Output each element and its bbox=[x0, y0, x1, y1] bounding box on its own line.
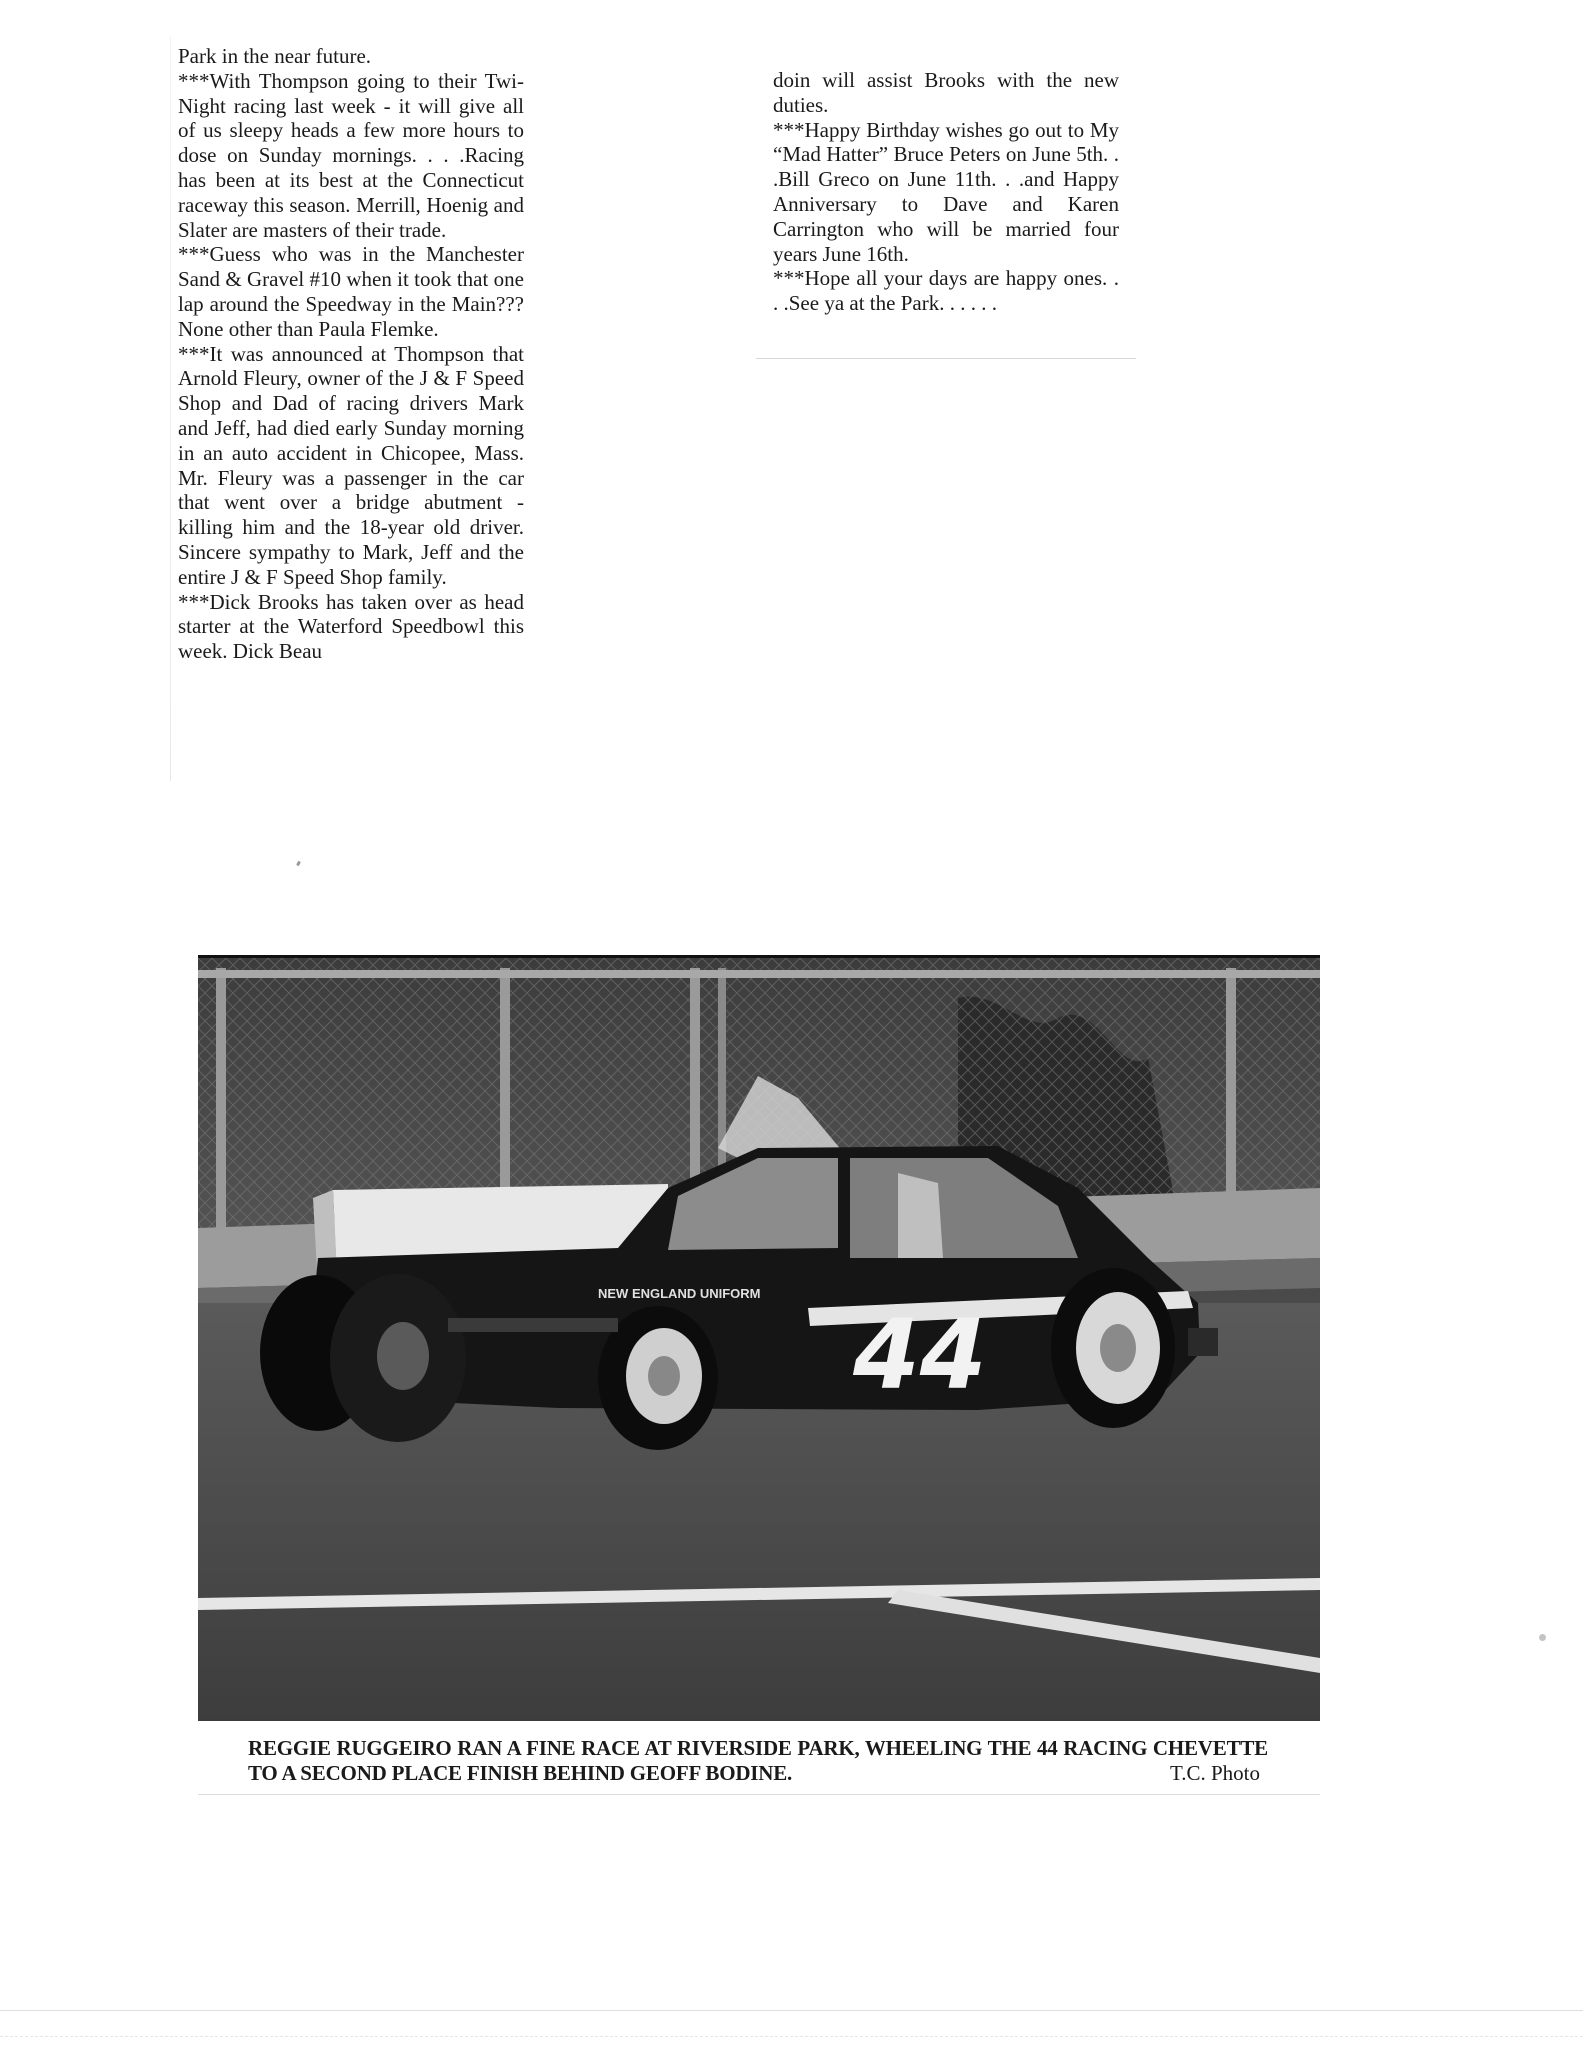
scan-speck bbox=[1539, 1634, 1546, 1641]
column-end-rule bbox=[756, 358, 1136, 359]
page-bottom-rule bbox=[0, 2010, 1583, 2011]
article-paragraph: ***With Thompson going to their Twi-Night racing last week - it will give all of us sleepy heads a few more hours to dose on Sunday mornings. . . .Racing has been at its best at the Connecticut raceway this season. Merrill, Hoenig and Slater are masters of their trade. bbox=[178, 68, 524, 242]
article-paragraph: ***It was announced at Thompson that Arnold Fleury, owner of the J & F Speed Shop and Dad of racing drivers Mark and Jeff, had died early Sunday morning in an auto accident in Chicopee, Mass. Mr. Fleury was a passenger in the car that went over a bridge abutment - killing him and the 18-year old driver. Sincere sympathy to Mark, Jeff and the entire J & F Speed Shop family. bbox=[178, 341, 524, 589]
car-number: 44 bbox=[853, 1299, 987, 1411]
photo-caption: REGGIE RUGGEIRO RAN A FINE RACE AT RIVERSIDE PARK, WHEELING THE 44 RACING CHEVETTE TO A SECOND PLACE FINISH BEHIND GEOFF BODINE. bbox=[248, 1736, 1268, 1785]
column-edge-shadow bbox=[170, 36, 171, 781]
article-paragraph: ***Happy Birthday wishes go out to My “Mad Hatter” Bruce Peters on June 5th. . .Bill Greco on June 11th. . .and Happy Anniversary to Dave and Karen Carrington who will be married four years June 16th. bbox=[773, 117, 1119, 266]
photo-credit: T.C. Photo bbox=[1169, 1761, 1260, 1785]
article-paragraph: doin will assist Brooks with the new duties. bbox=[773, 68, 1119, 117]
article-paragraph: Park in the near future. bbox=[178, 44, 372, 68]
article-column-right bbox=[773, 68, 1119, 316]
photo-caption-box bbox=[198, 1728, 1320, 1795]
article-paragraph: ***Dick Brooks has taken over as head starter at the Waterford Speedbowl this week. Dick Beau bbox=[178, 589, 524, 664]
race-car-illustration bbox=[198, 958, 1320, 1721]
race-car-photo bbox=[198, 955, 1320, 1721]
scan-speck bbox=[296, 861, 301, 867]
car-sponsor: NEW ENGLAND UNIFORM bbox=[598, 1286, 761, 1301]
article-paragraph: ***Guess who was in the Manchester Sand & Gravel #10 when it took that one lap around the Speedway in the Main??? None other than Paula Flemke. bbox=[178, 242, 524, 341]
page-bottom-rule bbox=[0, 2036, 1583, 2037]
article-paragraph: ***Hope all your days are happy ones. . . .See ya at the Park. . . . . . bbox=[773, 266, 1119, 316]
article-column-left bbox=[178, 44, 524, 664]
